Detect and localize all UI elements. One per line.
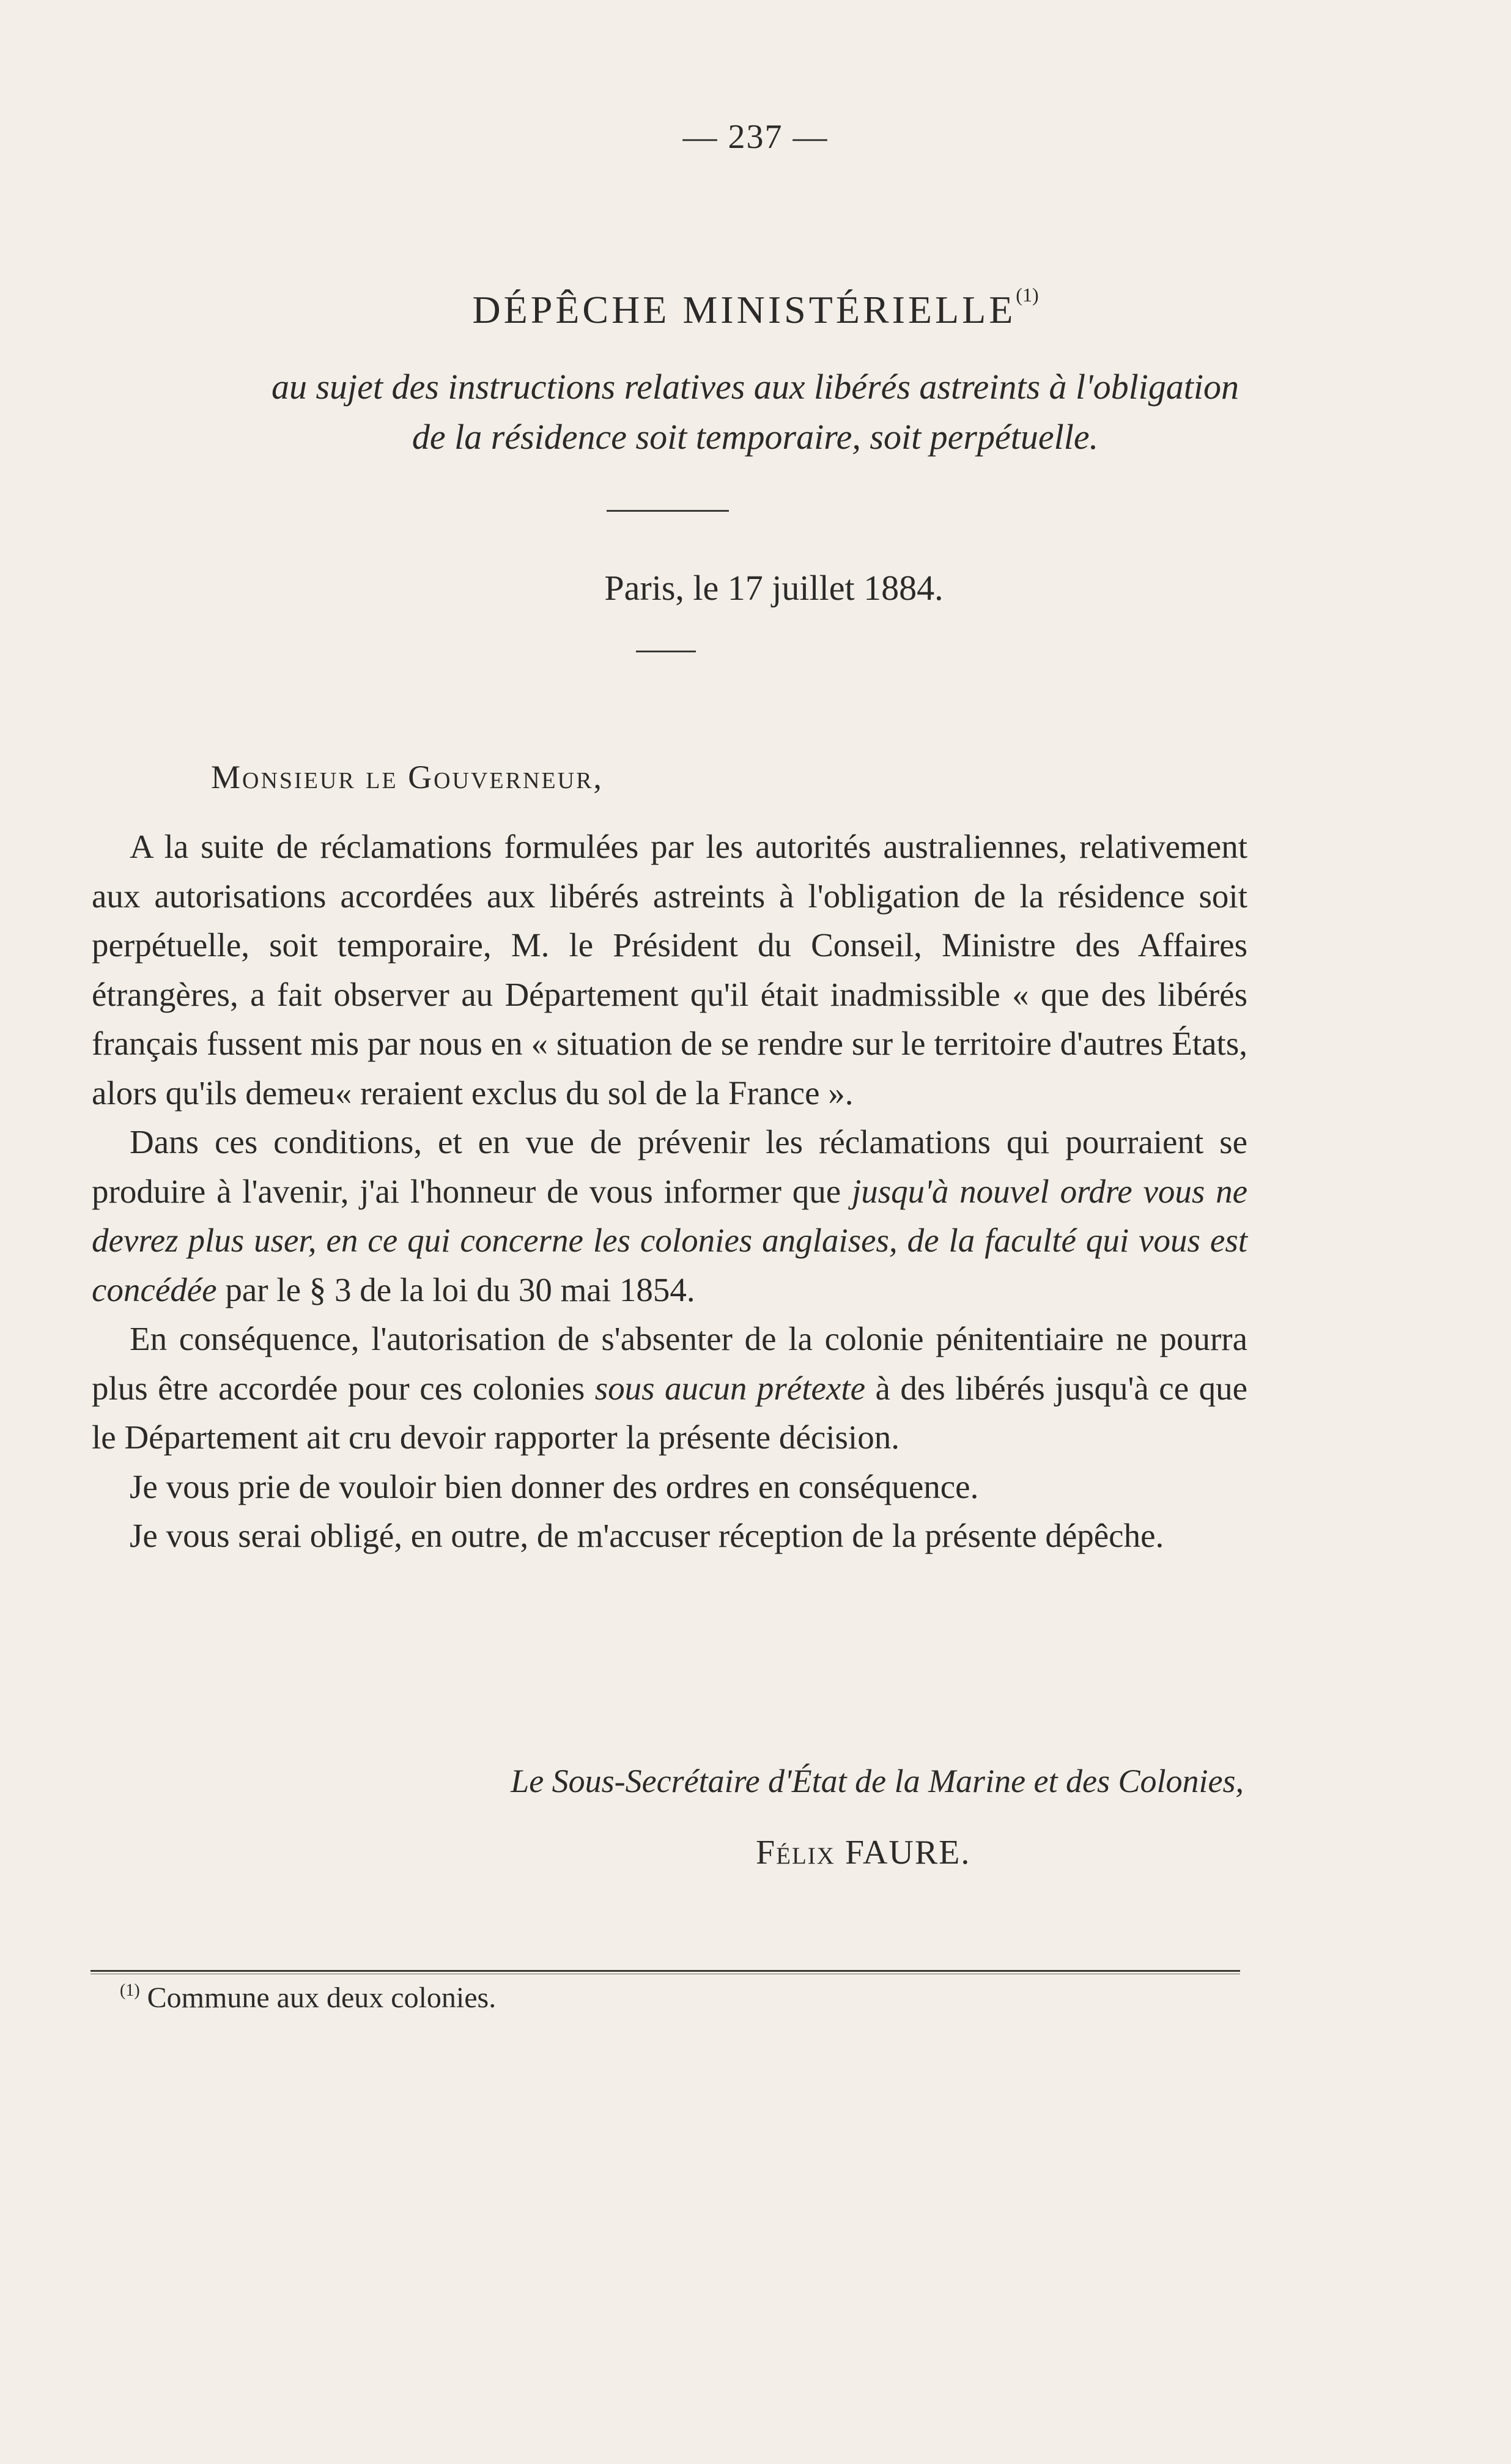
paragraph-2-text-end: par le § 3 de la loi du 30 mai 1854. [216,1271,695,1308]
subtitle-line-2: de la résidence soit temporaire, soit perpétuelle. [412,417,1099,457]
letter-body [92,822,1247,1561]
subtitle-line-1: au sujet des instructions relatives aux libérés astreints à l'obligation [271,367,1239,407]
page-number: — 237 — [682,118,829,156]
paragraph-3-text-end: à des libérés jusqu'à ce que le Département ait cru devoir rapporter la présente décision. [92,1369,1248,1456]
title-footnote-mark: (1) [1016,284,1039,306]
paragraph-2-emphasis: jusqu'à nouvel ordre vous ne devrez plus user, en ce qui concerne les colonies anglaises, de la faculté qui vous est concédée [92,1172,1248,1308]
paragraph-3-text: En conséquence, l'autorisation de s'absenter de la colonie pénitentiaire ne pourra plus être accordée pour ces colonies [92,1320,1247,1407]
footnote-text: Commune aux deux colonies. [147,1982,497,2014]
footnote-mark: (1) [120,1981,140,2000]
paragraph-1: A la suite de réclamations formulées par les autorités australiennes, relativement aux autorisations accordées aux libérés astreints à l'obligation de la résidence soit perpétuelle, soit temporaire, M. le Président du Conseil, Ministre des Affaires étrangères, a fait observer au Département qu'il était inadmissible « que des libérés français fussent mis par nous en « situation de se rendre sur le territoire d'autres États, alors qu'ils demeu« reraient exclus du sol de la France ». [92,828,1247,1112]
signature-title: Le Sous-Secrétaire d'État de la Marine et des Colonies, [511,1763,1244,1799]
footnote [120,1981,496,2015]
date-divider [636,651,696,652]
document-title [0,284,1511,333]
paragraph-5: Je vous serai obligé, en outre, de m'accuser réception de la présente dépêche. [130,1517,1164,1554]
dateline: Paris, le 17 juillet 1884. [604,568,944,608]
paragraph-2-text: Dans ces conditions, et en vue de prévenir les réclamations qui pourraient se produire à l'avenir, j'ai l'honneur de vous informer que [92,1123,1247,1210]
signature-name [756,1833,970,1872]
paragraph-3-emphasis: sous aucun prétexte [594,1369,866,1407]
paragraph-3 [92,1315,1247,1463]
salutation: Monsieur le Gouverneur, [211,759,604,795]
signature-last-name: FAURE. [844,1834,971,1872]
footnote-divider [91,1970,1240,1972]
signature-first-name: Félix [756,1834,835,1872]
title-divider [607,510,729,512]
paragraph-4: Je vous prie de vouloir bien donner des ordres en conséquence. [130,1467,979,1505]
title-text: DÉPÊCHE MINISTÉRIELLE [472,288,1016,331]
paragraph-2 [92,1118,1247,1315]
